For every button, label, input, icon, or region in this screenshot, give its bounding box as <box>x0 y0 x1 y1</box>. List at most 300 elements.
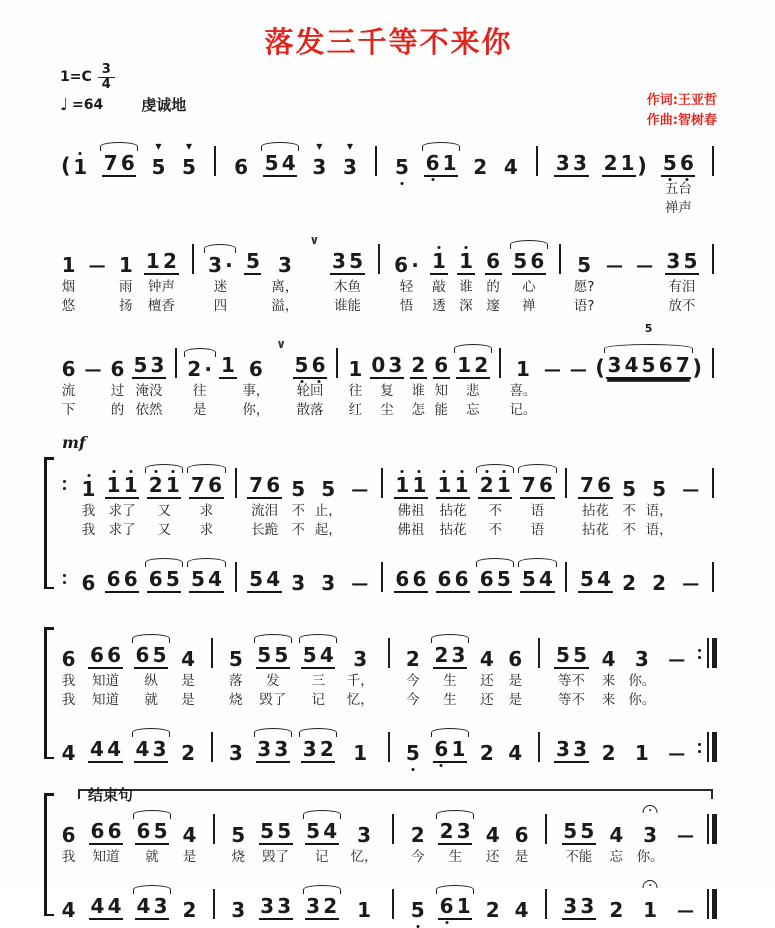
voice1-slot <box>554 131 588 177</box>
voice1-slot <box>499 333 501 379</box>
note <box>404 649 421 669</box>
note-digits <box>507 649 524 669</box>
lyric-row1: 烟 <box>61 278 76 295</box>
note-digit: 1 <box>442 151 457 175</box>
note-digit: — <box>677 901 695 921</box>
note <box>667 746 687 763</box>
lyric-row2: 求 <box>199 521 214 538</box>
slur-arc <box>254 634 292 643</box>
note-column <box>646 453 673 593</box>
barline-column <box>375 229 383 313</box>
barline <box>392 889 394 919</box>
note <box>661 153 695 177</box>
note-digits <box>206 255 234 275</box>
note-digit: 3 <box>152 737 167 761</box>
barline-column <box>535 623 543 763</box>
note-column <box>60 131 89 215</box>
note-digits <box>667 652 687 669</box>
lyric-row1: 还 <box>485 848 500 865</box>
voice2-slot <box>290 537 307 593</box>
voice1-slot <box>538 623 540 669</box>
voice1-slot <box>707 799 717 845</box>
note-digits <box>180 142 197 179</box>
voice2-slot <box>211 707 213 763</box>
barline <box>712 146 714 176</box>
note-digit: 6 <box>597 473 612 497</box>
note-digit: 6 <box>208 473 222 497</box>
voice1-slot <box>311 131 328 177</box>
voice2-slot <box>259 864 293 920</box>
note-digits <box>230 900 247 920</box>
note-digit: 6 <box>454 567 469 591</box>
note-digit: · <box>225 253 233 277</box>
note <box>394 475 428 499</box>
accent-mark: ▼ <box>346 142 353 151</box>
note-digits <box>554 645 588 669</box>
note-digits <box>681 576 701 593</box>
note-digits <box>394 569 428 593</box>
note-digits <box>681 482 701 499</box>
note-column <box>247 453 281 593</box>
note-digits <box>478 569 512 593</box>
system-5 <box>60 623 717 763</box>
lyric-row2: 就 <box>144 691 158 708</box>
note-column <box>102 131 136 215</box>
voice2-slot <box>707 864 717 920</box>
note <box>135 896 169 920</box>
note-column <box>393 229 421 313</box>
note-digit: 6 <box>425 151 440 175</box>
bar-thin <box>392 814 394 844</box>
system-bracket <box>44 457 54 589</box>
note <box>642 900 659 920</box>
note-digits <box>293 355 327 379</box>
note-digits <box>394 475 428 499</box>
bar-thin <box>392 889 394 919</box>
note-digit: 6 <box>123 567 138 591</box>
note-column <box>105 453 139 593</box>
note-digit: 5 <box>231 823 246 847</box>
bar-thick <box>712 638 717 668</box>
bar-thin <box>707 814 709 844</box>
note-digit: 4 <box>182 823 197 847</box>
note <box>554 645 588 669</box>
note-column <box>347 623 374 763</box>
note-column <box>88 623 122 763</box>
voice2-slot <box>675 864 695 920</box>
slur-arc <box>133 885 171 894</box>
note-digit: 3 <box>357 823 372 847</box>
note-column <box>60 799 77 920</box>
barline <box>707 814 717 844</box>
note-digit: 2 <box>474 353 489 377</box>
bar-thin <box>211 638 213 668</box>
voice1-slot <box>542 333 562 379</box>
note <box>109 359 126 379</box>
lyric-row1: 是 <box>514 848 529 865</box>
lyric-row1: 又 <box>157 502 172 519</box>
note-column <box>350 453 370 593</box>
note <box>409 900 426 920</box>
note <box>135 821 169 845</box>
note-digit: 5 <box>662 151 677 175</box>
voice2-slot <box>538 707 540 763</box>
note-digits <box>181 900 198 920</box>
lyric-row2: 不 <box>488 521 502 538</box>
note-digit: 2 <box>187 357 202 381</box>
note-digits <box>608 825 625 845</box>
note-digits <box>675 828 695 845</box>
voice1-slot <box>135 799 169 845</box>
voice2-slot <box>381 537 383 593</box>
note-column <box>275 333 287 417</box>
note <box>305 896 339 920</box>
barline <box>712 348 714 378</box>
note-digits <box>633 649 650 669</box>
note-digits <box>478 475 512 499</box>
note <box>80 479 97 499</box>
lyric-row1: 等不 <box>558 672 586 689</box>
note-digit: 4 <box>181 647 195 671</box>
barline <box>565 468 567 498</box>
note <box>438 821 472 845</box>
lyric-row1: 千， <box>346 672 374 689</box>
voice1-slot <box>370 333 404 379</box>
note-digit: 3 <box>302 737 317 761</box>
note-column <box>135 799 169 920</box>
lyric-row1: 我 <box>61 848 76 865</box>
note-digit: 2 <box>411 353 426 377</box>
note-digits <box>410 355 427 379</box>
note-digit: 3 <box>634 647 649 671</box>
barline <box>235 562 237 592</box>
note-digits <box>186 359 214 379</box>
note <box>484 900 501 920</box>
note-digit: 1 <box>145 249 160 273</box>
note <box>102 153 136 177</box>
voice1-slot <box>244 229 261 275</box>
note <box>604 258 624 275</box>
lyric-row2: 四 <box>213 297 228 314</box>
voice2-slot <box>352 707 369 763</box>
close-paren: ) <box>692 356 703 380</box>
note <box>562 896 596 920</box>
note-digit: 5 <box>306 819 321 843</box>
lyric-row1: 你。 <box>636 848 664 865</box>
barline-column <box>372 131 380 215</box>
note-digit: 4 <box>597 567 612 591</box>
barline <box>213 814 215 844</box>
note-digit: 3 <box>312 155 327 179</box>
accent-mark: ▼ <box>316 142 323 151</box>
note <box>410 355 427 379</box>
note-digit: 5 <box>153 819 168 843</box>
lyric-row1: 求了 <box>108 502 136 519</box>
note <box>633 649 650 669</box>
lyricist-credit: 作词:王亚哲 <box>646 93 717 108</box>
note-digits <box>179 743 196 763</box>
lyric-row1: 是 <box>508 672 522 689</box>
voice1-slot <box>424 131 458 177</box>
voice1-slot <box>621 453 638 499</box>
note-digits <box>436 475 470 499</box>
note-column <box>393 131 410 215</box>
note-digit: 5 <box>151 155 166 179</box>
note-digit: 1 <box>620 151 635 175</box>
lyric-row2: 记 <box>311 691 326 708</box>
voice1-slot <box>60 131 89 177</box>
system-line <box>60 623 717 763</box>
dynamics-marking: mf <box>62 433 86 452</box>
note-digits <box>247 359 264 379</box>
note-digits <box>350 576 370 593</box>
voice1-slot <box>378 229 380 275</box>
note-digits <box>150 142 167 179</box>
voice2-slot <box>135 864 169 920</box>
note-digits <box>424 153 458 177</box>
barline-column <box>709 131 717 215</box>
note-digits <box>554 153 588 177</box>
note-digit: 1 <box>81 477 96 501</box>
note-column <box>230 799 247 920</box>
voice2-slot <box>350 537 370 593</box>
lyric-row1: 不能 <box>565 848 593 865</box>
lyric-row1: 纵 <box>144 672 158 689</box>
lyric-row1: 流 <box>61 382 76 399</box>
barline <box>214 146 216 176</box>
voice1-slot <box>410 333 427 379</box>
note <box>430 251 447 275</box>
voice1-slot <box>565 453 567 499</box>
lyric-row2: 语? <box>573 297 595 314</box>
voice1-slot <box>392 799 394 845</box>
voice2-slot <box>484 864 501 920</box>
note <box>227 743 244 763</box>
note-digit: 5 <box>577 253 592 277</box>
note-digit: 1 <box>353 741 368 765</box>
voice1-slot <box>109 333 126 379</box>
score-body <box>60 131 717 920</box>
voice1-slot <box>227 623 244 669</box>
note-digit: 6 <box>412 567 427 591</box>
note-digit: 6 <box>658 353 673 377</box>
note-digits <box>633 743 650 763</box>
voice1-slot <box>712 229 714 275</box>
note-digit: 5 <box>349 249 363 273</box>
note-column <box>233 131 250 215</box>
note-digit: 5 <box>563 819 578 843</box>
note-digit: 4 <box>208 567 222 591</box>
barline <box>712 468 714 498</box>
voice1-slot <box>568 333 588 379</box>
note-column <box>301 623 335 763</box>
barline <box>565 562 567 592</box>
note <box>150 142 167 179</box>
note-digit: 3 <box>556 737 570 761</box>
note <box>352 649 369 669</box>
note <box>311 142 328 179</box>
note-digit: 5 <box>257 643 272 667</box>
voice1-slot <box>484 799 501 845</box>
note-digit: 6 <box>107 643 122 667</box>
note-column <box>186 333 214 417</box>
bar-thin <box>211 732 213 762</box>
voice2-slot <box>621 537 638 593</box>
note-column <box>637 799 664 920</box>
note-digits <box>80 573 97 593</box>
bar-thin <box>336 348 338 378</box>
note-digit: 1 <box>515 357 530 381</box>
note-column <box>509 333 536 417</box>
note-digit: 3 <box>353 647 368 671</box>
slur-arc <box>518 464 556 473</box>
lyric-row1: 我 <box>81 502 96 519</box>
note <box>60 156 89 177</box>
note-digit: 2 <box>609 898 624 922</box>
note-digit: 1 <box>357 898 372 922</box>
voice2-slot <box>305 864 339 920</box>
note-column <box>347 333 364 417</box>
note-digit: — <box>351 574 369 594</box>
voice2-slot <box>147 537 181 593</box>
voice1-slot <box>438 799 472 845</box>
lyric-row1: 忆， <box>350 848 378 865</box>
note-digit: 5 <box>260 819 275 843</box>
note <box>651 573 668 593</box>
note <box>293 355 327 379</box>
lyric-row2: 忘 <box>465 401 480 418</box>
lyric-row2: 今 <box>406 691 420 708</box>
voice1-slot <box>181 799 198 845</box>
note <box>433 645 467 669</box>
note <box>568 362 588 379</box>
barline <box>538 638 540 668</box>
voice2-slot <box>60 707 77 763</box>
slur-arc <box>145 558 183 567</box>
note-digit: 5 <box>652 477 667 501</box>
barline-column <box>556 229 564 313</box>
voice2-slot <box>478 707 495 763</box>
note <box>105 569 139 593</box>
note-digit: 4 <box>609 823 624 847</box>
voice2-slot <box>404 707 421 763</box>
note-digit: 2 <box>479 741 494 765</box>
note-column <box>436 453 470 593</box>
lyric-row1: 生 <box>443 672 457 689</box>
voice1-slot <box>381 453 383 499</box>
voice1-slot <box>554 623 588 669</box>
voice1-slot <box>301 623 335 669</box>
note-digit: · <box>204 357 212 381</box>
note-digit: 3 <box>643 823 658 847</box>
note-column <box>520 453 554 593</box>
note-digit: 3 <box>331 249 346 273</box>
barline-column <box>707 799 717 920</box>
note <box>60 743 77 763</box>
note-column <box>134 623 168 763</box>
note <box>600 743 617 763</box>
note-digit: 1 <box>431 249 446 273</box>
slur-arc <box>604 322 694 353</box>
voice2-slot <box>256 707 290 763</box>
note-digits <box>562 821 596 845</box>
note-column <box>117 229 134 313</box>
note <box>88 645 122 669</box>
note <box>635 258 655 275</box>
voice2-slot <box>89 864 123 920</box>
slur-arc <box>303 810 341 819</box>
voice1-slot <box>559 229 561 275</box>
note <box>256 739 290 763</box>
note <box>633 743 650 763</box>
bar-thin <box>712 468 714 498</box>
note-digits <box>635 258 655 275</box>
barline <box>712 244 714 274</box>
note <box>513 900 530 920</box>
note-digits <box>436 569 470 593</box>
note-column <box>89 799 123 920</box>
lyric-row2: 尘 <box>380 401 394 418</box>
barline-column <box>210 799 218 920</box>
note-digits <box>305 821 339 845</box>
note <box>675 903 695 920</box>
note <box>433 355 450 379</box>
note-column <box>621 453 638 593</box>
barline-column <box>562 453 570 593</box>
composer-credit: 作曲:智树春 <box>646 113 717 129</box>
note <box>60 825 77 845</box>
note-digit: 5 <box>152 643 167 667</box>
voice2-slot <box>227 707 244 763</box>
note-column <box>433 623 467 763</box>
lyric-row1: 来 <box>601 672 616 689</box>
note-digits <box>244 251 261 275</box>
note-column <box>293 333 327 417</box>
lyric-row2: 谁能 <box>333 297 361 314</box>
note-digits <box>356 900 373 920</box>
note-column <box>456 333 490 417</box>
note-column <box>562 799 596 920</box>
note-digits <box>311 142 328 179</box>
lyric-row1: 喜。 <box>509 382 537 399</box>
note-column <box>179 623 196 763</box>
note-column <box>263 131 297 215</box>
system-6 <box>60 786 717 922</box>
note-digit: 2 <box>622 571 637 595</box>
note-digit: 6 <box>479 567 494 591</box>
lyric-row1: 不 <box>622 502 636 519</box>
lyric-row1: 今 <box>406 672 420 689</box>
note <box>484 825 501 845</box>
score-header <box>60 63 717 129</box>
note <box>514 359 531 379</box>
voice1-slot <box>88 623 122 669</box>
note-column <box>512 229 546 313</box>
note-digit: 4 <box>61 898 76 922</box>
note-column <box>290 453 307 593</box>
lyric-row1: 知道 <box>92 672 120 689</box>
voice2-slot <box>478 537 512 593</box>
barline-column <box>709 229 717 313</box>
note-column <box>554 131 588 215</box>
note-digit: 3 <box>291 571 306 595</box>
voice1-slot <box>651 453 668 499</box>
lyric-row1: 拈花 <box>582 502 610 519</box>
note-digit: 6 <box>110 357 125 381</box>
voice1-slot <box>60 229 77 275</box>
lyric-row2: 依然 <box>135 401 163 418</box>
note <box>206 255 234 275</box>
